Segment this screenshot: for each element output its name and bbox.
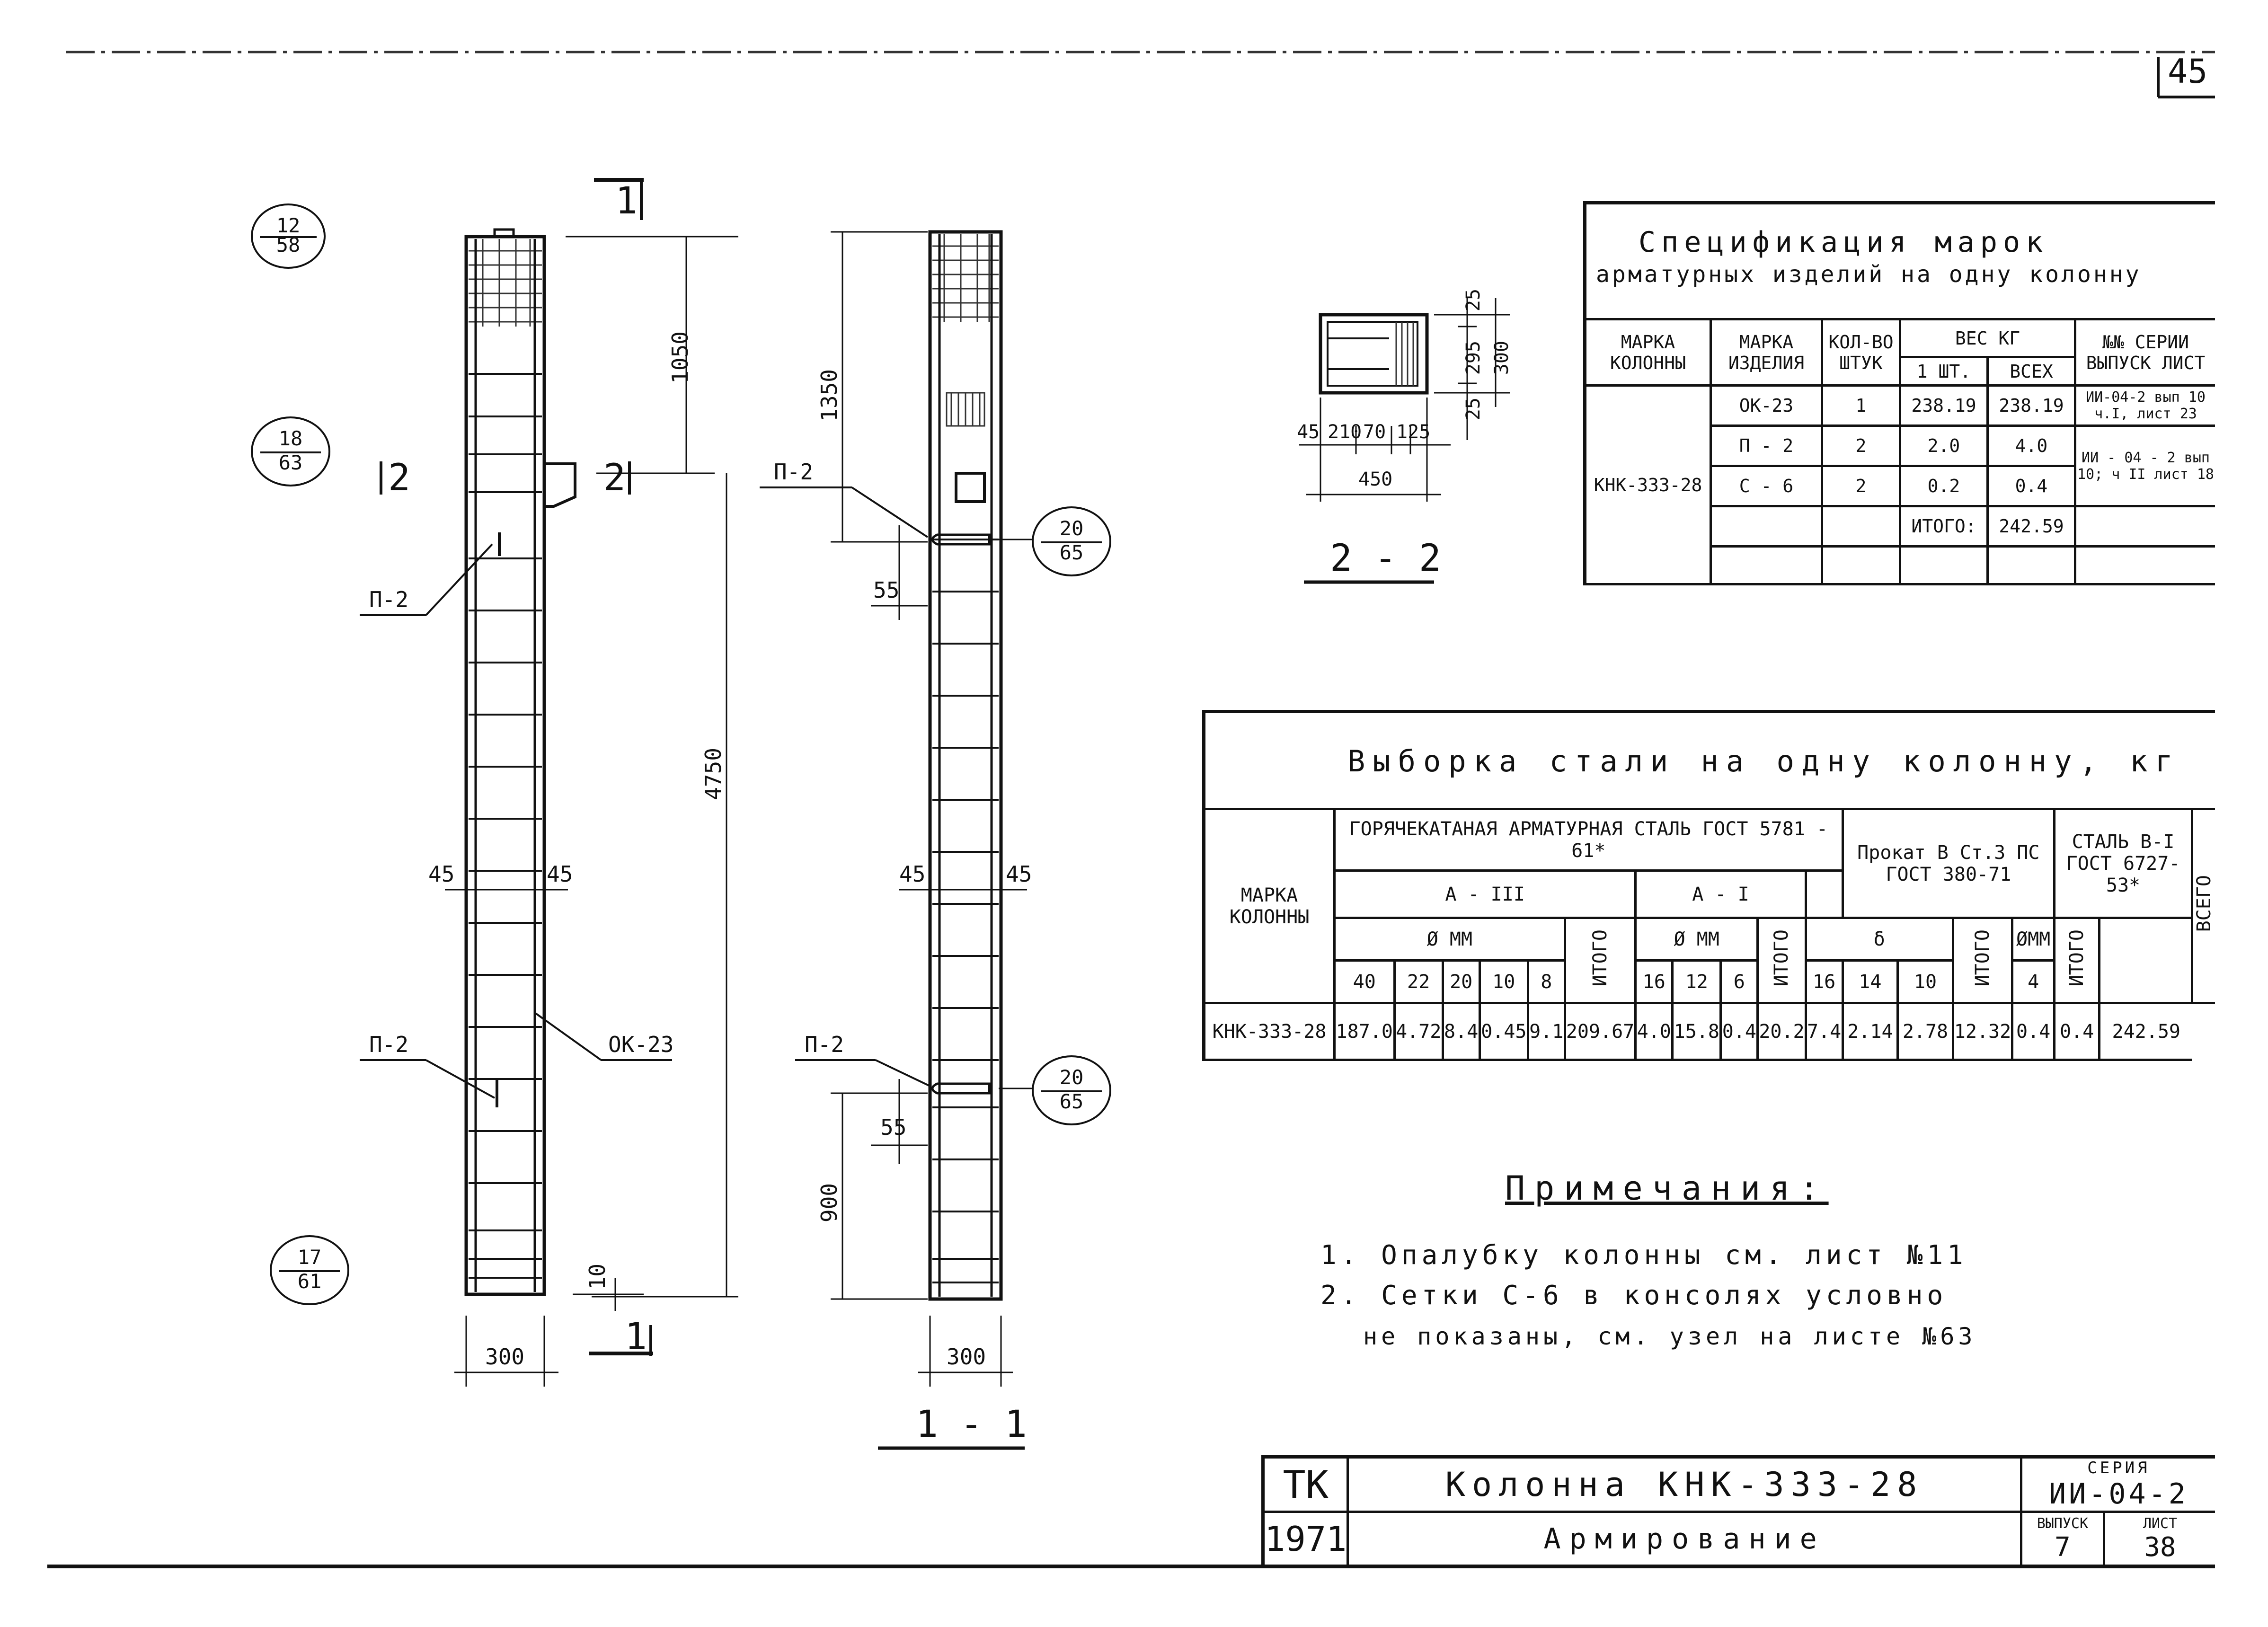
dim-55-top: 55: [873, 577, 900, 603]
label-p2-top-s11: П-2: [774, 459, 814, 485]
steel-h-phi-b1: ØММ: [2012, 918, 2055, 961]
steel-h-itogo-a3: ИТОГО: [1565, 918, 1636, 1003]
dim-900: 900: [816, 1183, 842, 1223]
steel-d-prokat: 10: [1898, 961, 1953, 1003]
steel-d-a3: 8: [1528, 961, 1565, 1003]
title-block-year: 1971: [1263, 1512, 1348, 1566]
spec-item: С - 6: [1711, 466, 1822, 506]
dim-45-s22: 45: [1297, 421, 1320, 443]
title-block-series: [2021, 1457, 2215, 1512]
issue-label: ВЫПУСК: [2037, 1515, 2089, 1532]
title-block-org: ТК: [1263, 1457, 1348, 1512]
section-2-2-title: 2 - 2: [1330, 537, 1441, 580]
spec-qty: 1: [1822, 386, 1900, 426]
dim-70-s22: 70: [1363, 421, 1386, 443]
steel-d-a1: 12: [1673, 961, 1721, 1003]
dim-45-right: 45: [547, 861, 573, 887]
notes-title: Примечания:: [1505, 1169, 1829, 1208]
dim-45-left: 45: [428, 861, 455, 887]
steel-d-a3: 22: [1394, 961, 1443, 1003]
steel-h-itogo-b1: ИТОГО: [2055, 918, 2100, 1003]
steel-v-grand-total: 242.59: [2100, 1003, 2192, 1060]
spec-h-qty: КОЛ-ВО ШТУК: [1822, 319, 1900, 386]
steel-d-b1: 4: [2012, 961, 2055, 1003]
spec-qty: 2: [1822, 426, 1900, 466]
steel-v-a3: 8.4: [1443, 1003, 1480, 1060]
steel-h-phi-a3: Ø ММ: [1335, 918, 1565, 961]
steel-d-a1: 16: [1636, 961, 1673, 1003]
dim-300-section11: 300: [947, 1344, 986, 1370]
title-block-issue: [2021, 1512, 2104, 1566]
spec-h-all: ВСЕХ: [1988, 357, 2075, 386]
steel-v-b1-total: 0.4: [2055, 1003, 2100, 1060]
steel-table-block: [1202, 710, 2215, 1061]
dim-450-s22: 450: [1358, 469, 1393, 490]
spec-all: 238.19: [1988, 386, 2075, 426]
spec-table: [1583, 318, 2215, 585]
spec-h-column-mark: МАРКА КОЛОННЫ: [1585, 319, 1711, 386]
spec-h-weight: ВЕС КГ: [1900, 319, 2075, 357]
steel-h-prokat: Прокат В Ст.3 ПС ГОСТ 380-71: [1843, 809, 2055, 918]
spec-one: 2.0: [1900, 426, 1988, 466]
callout-circle: 12 58: [251, 203, 326, 269]
spec-h-item-mark: МАРКА ИЗДЕЛИЯ: [1711, 319, 1822, 386]
label-p2-bottom-s11: П-2: [805, 1032, 844, 1057]
dim-210-s22: 210: [1328, 421, 1362, 443]
steel-v-a3: 4.72: [1394, 1003, 1443, 1060]
spec-h-one: 1 ШТ.: [1900, 357, 1988, 386]
steel-v-a3-total: 209.67: [1565, 1003, 1636, 1060]
callout-circle: 20 65: [1032, 1055, 1111, 1125]
dim-295-s22: 295: [1462, 341, 1484, 375]
dim-300-elevation: 300: [485, 1344, 525, 1370]
section-mark-2-left: 2: [388, 457, 410, 499]
title-block-sheet: [2104, 1512, 2215, 1566]
steel-v-b1: 0.4: [2012, 1003, 2055, 1060]
steel-d-a3: 10: [1480, 961, 1528, 1003]
title-block-subtitle: Армирование: [1348, 1512, 2021, 1566]
steel-d-a3: 40: [1335, 961, 1395, 1003]
section-1-1-title: 1 - 1: [916, 1403, 1027, 1446]
steel-h-delta: δ: [1806, 918, 1953, 961]
label-ok23: ОК-23: [608, 1032, 674, 1057]
steel-table: [1202, 808, 2215, 1061]
callout-circle: 20 65: [1032, 506, 1111, 576]
spec-item: П - 2: [1711, 426, 1822, 466]
steel-d-a1: 6: [1721, 961, 1758, 1003]
steel-v-prokat: 7.4: [1806, 1003, 1843, 1060]
dim-125-s22: 125: [1396, 421, 1431, 443]
steel-row-mark: КНК-333-28: [1204, 1003, 1335, 1060]
notes-line-2: 2. Сетки С-6 в консолях условно: [1320, 1280, 1948, 1311]
spec-total-label: ИТОГО:: [1900, 506, 1988, 547]
spec-title-line2: арматурных изделий на одну колонну: [1596, 261, 2142, 288]
page-number: 45: [2168, 52, 2208, 91]
label-p2-top: П-2: [369, 587, 409, 612]
steel-h-itogo-prokat: ИТОГО: [1953, 918, 2012, 1003]
steel-v-a3: 9.1: [1528, 1003, 1565, 1060]
section-mark-2-right: 2: [603, 457, 626, 499]
steel-h-hot: ГОРЯЧЕКАТАНАЯ АРМАТУРНАЯ СТАЛЬ ГОСТ 5781 - 61*: [1335, 809, 1843, 871]
steel-v-prokat: 2.14: [1843, 1003, 1898, 1060]
dim-45-left-s11: 45: [899, 861, 926, 887]
dim-55-bottom: 55: [880, 1114, 907, 1140]
dim-25-top-s22: 25: [1462, 289, 1484, 312]
steel-v-prokat: 2.78: [1898, 1003, 1953, 1060]
dim-1350: 1350: [816, 369, 842, 422]
steel-v-a1-total: 20.2: [1758, 1003, 1806, 1060]
steel-v-a1: 0.4: [1721, 1003, 1758, 1060]
dim-10: 10: [585, 1264, 610, 1290]
dim-4750: 4750: [700, 748, 726, 800]
steel-d-a3: 20: [1443, 961, 1480, 1003]
title-block-name: Колонна КНК-333-28: [1348, 1457, 2021, 1512]
series-value: ИИ-04-2: [2049, 1477, 2188, 1511]
steel-h-itogo-a1: ИТОГО: [1758, 918, 1806, 1003]
spec-column-mark: КНК-333-28: [1585, 386, 1711, 584]
steel-v-a1: 4.0: [1636, 1003, 1673, 1060]
dim-1050: 1050: [667, 331, 693, 384]
callout-circle: 18 63: [251, 416, 330, 486]
spec-table-block: [1583, 201, 2215, 585]
spec-all: 4.0: [1988, 426, 2075, 466]
steel-h-vsego: ВСЕГО: [2192, 809, 2215, 1003]
title-block: [1261, 1455, 2215, 1567]
steel-v-a3: 187.0: [1335, 1003, 1395, 1060]
spec-total-value: 242.59: [1988, 506, 2075, 547]
spec-h-series: №№ СЕРИИ ВЫПУСК ЛИСТ: [2075, 319, 2215, 386]
steel-v-prokat-total: 12.32: [1953, 1003, 2012, 1060]
spec-one: 238.19: [1900, 386, 1988, 426]
spec-one: 0.2: [1900, 466, 1988, 506]
spec-series: ИИ-04-2 вып 10 ч.I, лист 23: [2075, 386, 2215, 426]
steel-v-a1: 15.8: [1673, 1003, 1721, 1060]
spec-all: 0.4: [1988, 466, 2075, 506]
dim-300-s22: 300: [1491, 341, 1513, 375]
steel-v-a3: 0.45: [1480, 1003, 1528, 1060]
spec-qty: 2: [1822, 466, 1900, 506]
sheet-label: ЛИСТ: [2143, 1515, 2178, 1532]
notes-line-3: не показаны, см. узел на листе №63: [1363, 1323, 1976, 1350]
dim-25-bottom-s22: 25: [1462, 398, 1484, 421]
spec-item: ОК-23: [1711, 386, 1822, 426]
issue-value: 7: [2055, 1532, 2071, 1563]
section-mark-1-top: 1: [615, 180, 638, 222]
sheet-value: 38: [2144, 1532, 2176, 1563]
callout-circle: 17 61: [270, 1235, 349, 1305]
label-p2-bottom: П-2: [369, 1032, 409, 1057]
steel-d-prokat: 16: [1806, 961, 1843, 1003]
steel-h-phi-a1: Ø ММ: [1636, 918, 1758, 961]
dim-45-right-s11: 45: [1006, 861, 1032, 887]
steel-h-mark: МАРКА КОЛОННЫ: [1204, 809, 1335, 1003]
notes-line-1: 1. Опалубку колонны см. лист №11: [1320, 1240, 1967, 1271]
spec-series: ИИ - 04 - 2 вып 10; ч II лист 18: [2075, 426, 2215, 506]
spec-title-line1: Спецификация марок: [1639, 226, 2049, 259]
section-mark-1-bottom: 1: [625, 1316, 647, 1358]
steel-h-b1: СТАЛЬ В-I ГОСТ 6727-53*: [2055, 809, 2192, 918]
steel-h-a3: А - III: [1335, 871, 1636, 918]
steel-title: Выборка стали на одну колонну, кг: [1347, 744, 2180, 778]
steel-d-prokat: 14: [1843, 961, 1898, 1003]
series-label: СЕРИЯ: [2087, 1459, 2150, 1477]
steel-h-a1: А - I: [1636, 871, 1806, 918]
